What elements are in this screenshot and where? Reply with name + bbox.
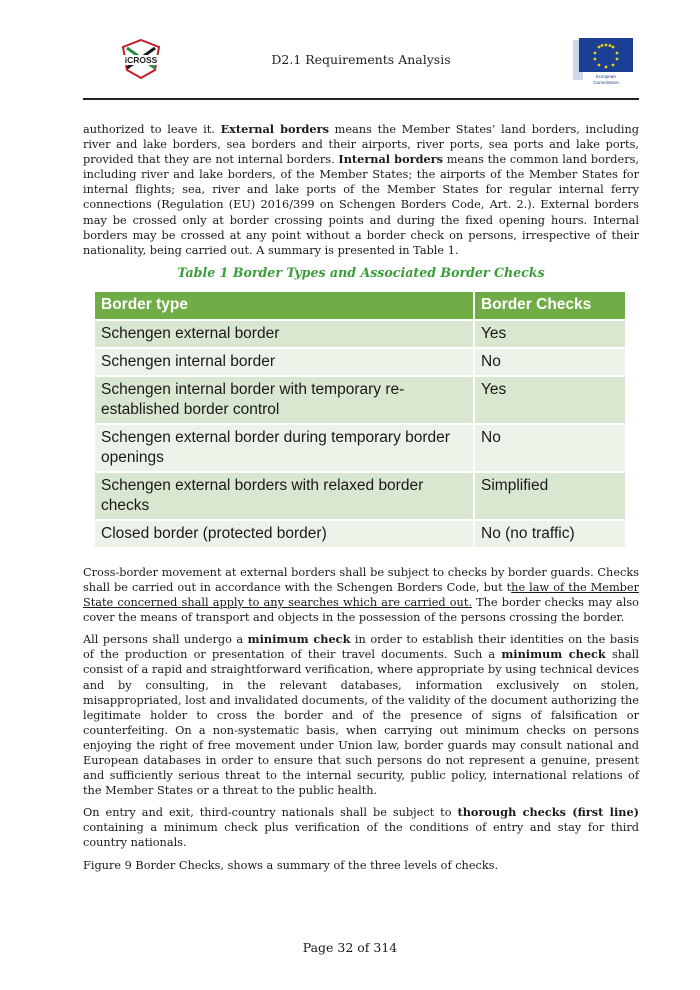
paragraph-figure-reference: Figure 9 Border Checks, shows a summary of the three levels of checks. bbox=[83, 858, 499, 872]
table-row bbox=[94, 348, 626, 376]
border-type-cell: Schengen external borders with relaxed border checks bbox=[94, 472, 474, 520]
european-commission-logo bbox=[573, 36, 639, 86]
svg-text:Commission: Commission bbox=[593, 80, 619, 85]
table-row bbox=[94, 320, 626, 348]
paragraph-borders: authorized to leave it. External borders means the Member States’ land borders, including river and lake borders, sea borders and their airports, river ports, sea ports and lake ports, provided that they are not internal borders. Internal borders means the common land borders, including river and lake borders, of the Member States; the airports of the Member States for internal flights; sea, river and lake ports of the Member States for regular internal ferry connections (Regulation (EU) 2016/399 on Schengen Borders Code, Art. 2.). External borders may be crossed only at border crossing points and during the fixed opening hours. Internal borders may be crossed at any point without a border check on persons, irrespective of their nationality, being carried out. A summary is presented in Table 1. bbox=[83, 122, 640, 257]
border-checks-cell: Yes bbox=[474, 376, 626, 424]
icross-logo-text: iCROSS bbox=[124, 55, 158, 65]
border-type-cell: Closed border (protected border) bbox=[94, 520, 474, 548]
table-row bbox=[94, 520, 626, 548]
page-content bbox=[83, 122, 639, 880]
table-row bbox=[94, 472, 626, 520]
svg-text:European: European bbox=[596, 74, 616, 79]
border-type-cell: Schengen external border during temporary border openings bbox=[94, 424, 474, 472]
border-type-cell: Schengen internal border with temporary re-established border control bbox=[94, 376, 474, 424]
border-checks-cell: No bbox=[474, 424, 626, 472]
table-header-row bbox=[94, 291, 626, 320]
border-type-cell: Schengen external border bbox=[94, 320, 474, 348]
paragraph-minimum-check: All persons shall undergo a minimum check in order to establish their identities on the basis of the production or presentation of their travel documents. Such a minimum check shall consist of a rapid and straightforward verification, where appropriate by using technical devices and by consulting, in the relevant databases, information exclusively on stolen, misappropriated, lost and invalidated documents, of the validity of the document authorizing the legitimate holder to cross the border and of the presence of signs of falsification or counterfeiting. On a non-systematic basis, when carrying out minimum checks on persons enjoying the right of free movement under Union law, border guards may consult national and European databases in order to ensure that such persons do not represent a genuine, present and sufficiently serious threat to the internal security, public policy, international relations of the Member States or a threat to the public health. bbox=[83, 632, 640, 798]
paragraph-cross-border-movement: Cross-border movement at external borders shall be subject to checks by border guards. Checks shall be carried out in accordance with the Schengen Borders Code, but the law of the Member State concerned shall apply to any searches which are carried out. The border checks may also cover the means of transport and objects in the possession of the persons crossing the border. bbox=[83, 565, 639, 625]
border-checks-cell: Yes bbox=[474, 320, 626, 348]
header-border-checks: Border Checks bbox=[474, 291, 626, 320]
document-title: D2.1 Requirements Analysis bbox=[271, 52, 451, 67]
border-checks-cell: Simplified bbox=[474, 472, 626, 520]
border-checks-cell: No (no traffic) bbox=[474, 520, 626, 548]
table-row bbox=[94, 376, 626, 424]
table-row bbox=[94, 424, 626, 472]
table-caption: Table 1 Border Types and Associated Border Checks bbox=[177, 264, 545, 280]
header-border-type: Border type bbox=[94, 291, 474, 320]
page-header bbox=[83, 32, 639, 100]
border-types-table bbox=[93, 290, 627, 549]
border-type-cell: Schengen internal border bbox=[94, 348, 474, 376]
paragraph-thorough-checks: On entry and exit, third-country nationals shall be subject to thorough checks (first line) containing a minimum check plus verification of the conditions of entry and stay for third country nationals. bbox=[83, 805, 639, 850]
border-checks-cell: No bbox=[474, 348, 626, 376]
page-number: Page 32 of 314 bbox=[302, 940, 398, 955]
